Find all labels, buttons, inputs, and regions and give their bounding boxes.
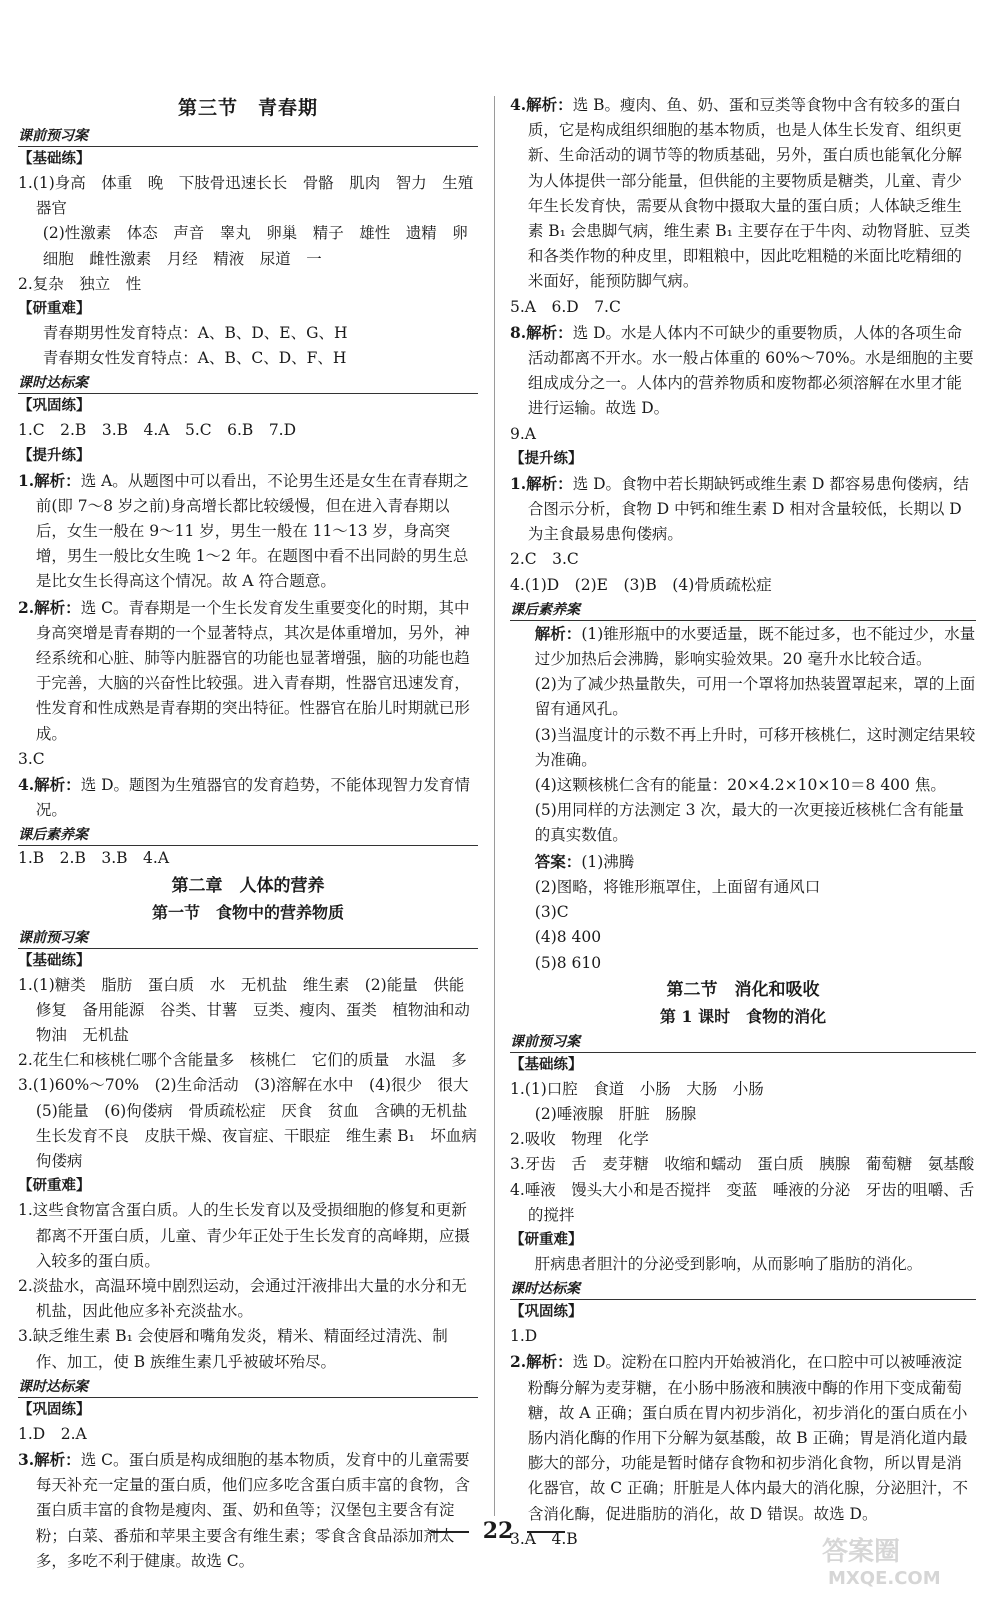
watermark-line2: MXQE.COM xyxy=(828,1568,941,1589)
line-text: (4)这颗核桃仁含有的能量：20×4.2×10×10＝8 400 焦。 xyxy=(534,776,946,795)
analysis-label: 2.解析： xyxy=(18,597,81,617)
line-text: (3)C xyxy=(534,903,569,922)
line-text: 1.C 2.B 3.B 4.A 5.C 6.B 7.D xyxy=(18,421,297,440)
banner-label: 课前预习案 xyxy=(18,128,94,144)
left-column xyxy=(18,92,493,1574)
section-heading xyxy=(18,92,478,124)
answer-line xyxy=(18,772,478,823)
line-text: 【提升练】 xyxy=(510,450,583,467)
line-text: 青春期男性发育特点：A、B、D、E、G、H xyxy=(42,324,348,343)
answer-line xyxy=(510,875,976,900)
answer-line xyxy=(510,320,976,422)
line-text: 选 A。从题图中可以看出，不论男生还是女生在青春期之前(即 7～8 岁之前)身高增长都比较缓慢，但在进入青春期以后，女生一般在 9～11 岁，男生一般在 11～13 岁，身高突增，男生一般比女生晚 1～2 年。在题图中看不出同龄的男生总是比女生长得高这个情况。故 A 符合题意。 xyxy=(35,471,469,591)
exercise-tag xyxy=(18,1398,478,1422)
answer-line xyxy=(510,92,976,295)
column-divider xyxy=(494,96,495,1516)
line-text: 【研重难】 xyxy=(18,1178,91,1195)
exercise-tag xyxy=(510,1300,976,1324)
answer-line xyxy=(18,272,478,297)
line-text: 第二节 消化和吸收 xyxy=(666,979,820,1000)
answer-line xyxy=(18,346,478,371)
subsection-heading xyxy=(510,1004,976,1030)
chapter-heading xyxy=(18,872,478,900)
line-text: 2.C 3.C xyxy=(510,550,579,569)
banner-label: 课时达标案 xyxy=(18,1379,94,1395)
line-text: 第一节 食物中的营养物质 xyxy=(151,902,344,922)
answer-line xyxy=(510,723,976,773)
answer-line xyxy=(18,418,478,443)
section-banner xyxy=(18,126,478,147)
line-text: 【基础练】 xyxy=(18,952,91,969)
answer-line xyxy=(18,171,478,221)
line-text: 肝病患者胆汁的分泌受到影响，从而影响了脂肪的消化。 xyxy=(534,1254,923,1273)
line-text: (5)8 610 xyxy=(534,953,602,972)
answer-line xyxy=(18,595,478,747)
line-text: 5.A 6.D 7.C xyxy=(510,297,621,316)
banner-label: 课时达标案 xyxy=(510,1281,586,1297)
analysis-label: 3.解析： xyxy=(18,1449,81,1469)
section-banner xyxy=(510,1032,976,1053)
watermark-line1: 答案圈 xyxy=(822,1537,901,1567)
line-text: (2)为了减少热量散失，可用一个罩将加热装置罩起来，罩的上面留有通风孔。 xyxy=(534,675,976,719)
answer-line xyxy=(510,1127,976,1152)
line-text: 【提升练】 xyxy=(18,447,91,464)
banner-label: 课后素养案 xyxy=(18,827,94,843)
answer-line xyxy=(510,1324,976,1349)
line-text: 【研重难】 xyxy=(18,301,91,318)
line-text: 选 C。蛋白质是构成细胞的基本物质，发育中的儿童需要每天补充一定量的蛋白质，他们应多吃含蛋白质丰富的食物，含蛋白质丰富的食物是瘦肉、蛋、奶和鱼等；汉堡包主要含有淀粉；白菜、番茄和苹果主要含有维生素；零食含食品添加剂太多，多吃不利于健康。故选 C。 xyxy=(35,1450,470,1570)
line-text: 第 1 课时 食物的消化 xyxy=(659,1006,827,1026)
subsection-heading xyxy=(18,900,478,926)
line-text: 青春期女性发育特点：A、B、C、D、F、H xyxy=(42,349,347,368)
line-text: 3.缺乏维生素 B₁ 会使唇和嘴角发炎，精米、精面经过清洗、制作、加工，使 B 族维生素几乎被破坏殆尽。 xyxy=(18,1327,448,1371)
section-banner xyxy=(510,600,976,621)
line-text: 1.B 2.B 3.B 4.A xyxy=(18,849,170,868)
answer-line xyxy=(18,321,478,346)
answer-line xyxy=(18,747,478,772)
line-text: 1.这些食物富含蛋白质。人的生长发育以及受损细胞的修复和更新都离不开蛋白质，儿童、青少年正处于生长发育的高峰期，应摄入较多的蛋白质。 xyxy=(18,1201,470,1270)
answer-line xyxy=(18,221,478,271)
line-text: (5)用同样的方法测定 3 次，最大的一次更接近核桃仁含有能量的真实数值。 xyxy=(534,801,964,845)
line-text: 2.花生仁和核桃仁哪个含能量多 核桃仁 它们的质量 水温 多 xyxy=(18,1051,467,1070)
line-text: 【巩固练】 xyxy=(18,398,91,415)
line-text: 【基础练】 xyxy=(18,151,91,167)
line-text: (1)锥形瓶中的水要适量，既不能过多，也不能过少，水量过少加热后会沸腾，影响实验效果。20 毫升水比较合适。 xyxy=(534,624,976,669)
right-column xyxy=(510,92,976,1552)
line-text: (2)性激素 体态 声音 睾丸 卵巢 精子 雄性 遗精 卵细胞 雌性激素 月经 精液 尿道 一 xyxy=(42,224,468,268)
answer-line xyxy=(510,1077,976,1102)
line-text: 【巩固练】 xyxy=(18,1401,91,1418)
answer-line xyxy=(18,1198,478,1274)
banner-label: 课时达标案 xyxy=(18,375,94,391)
line-text: 选 B。瘦肉、鱼、奶、蛋和豆类等食物中含有较多的蛋白质，它是构成组织细胞的基本物质，也是人体生长发育、组织更新、生命活动的调节等的物质基础，另外，蛋白质也能氧化分解为人体提供一部分能量，但供能的主要物质是糖类，儿童、青少年生长发育快，需要从食物中摄取大量的蛋白质；人体缺乏维生素 B₁ 会患脚气病，维生素 B₁ 主要存在于牛肉、动物肾脏、豆类和各类作物的种皮里，即粗粮中，因此吃粗糙的米面比吃精细的米面好，能预防脚气病。 xyxy=(527,96,971,291)
exercise-tag xyxy=(510,1228,976,1252)
answer-line xyxy=(18,973,478,1049)
banner-label: 课前预习案 xyxy=(510,1034,586,1050)
line-text: 1.D xyxy=(510,1327,538,1346)
exercise-tag xyxy=(18,297,478,321)
answer-line xyxy=(510,573,976,598)
answer-line xyxy=(510,422,976,447)
answer-line xyxy=(18,1447,478,1574)
line-text: (3)当温度计的示数不再上升时，可移开核桃仁，这时测定结果较为准确。 xyxy=(534,725,976,769)
answer-line xyxy=(18,1274,478,1324)
answer-line xyxy=(510,1178,976,1228)
answer-line xyxy=(510,925,976,950)
line-text: (4)8 400 xyxy=(534,928,602,947)
section-banner xyxy=(510,1279,976,1300)
answer-line xyxy=(510,471,976,548)
line-text: 9.A xyxy=(510,424,536,443)
analysis-label: 答案： xyxy=(534,851,582,871)
watermark-logo xyxy=(816,1530,966,1590)
line-text: (2)图略，将锥形瓶罩住，上面留有通风口 xyxy=(534,877,821,896)
answer-line xyxy=(510,951,976,976)
line-text: 【研重难】 xyxy=(510,1231,583,1248)
analysis-label: 1.解析： xyxy=(18,470,81,490)
line-text: (2)唾液腺 肝脏 肠腺 xyxy=(534,1104,697,1123)
answer-line xyxy=(18,1324,478,1374)
line-text: 选 D。水是人体内不可缺少的重要物质，人体的各项生命活动都离不开水。水一般占体重的 60%～70%。水是细胞的主要组成成分之一。人体内的营养物质和废物都必须溶解在水里才能进行运输。故选 D。 xyxy=(527,323,974,418)
answer-line xyxy=(510,900,976,925)
line-text: 1.(1)口腔 食道 小肠 大肠 小肠 xyxy=(510,1079,764,1098)
line-text: 3.C xyxy=(18,749,45,768)
line-text: 2.淡盐水，高温环境中剧烈运动，会通过汗液排出大量的水分和无机盐，因此他应多补充淡盐水。 xyxy=(18,1276,467,1321)
answer-line xyxy=(510,773,976,798)
line-text: 第三节 青春期 xyxy=(177,97,318,119)
answer-line xyxy=(510,849,976,875)
line-text: 选 D。食物中若长期缺钙或维生素 D 都容易患佝偻病，结合图示分析，食物 D 中钙和维生素 D 相对含量较低，长期以 D 为主食最易患佝偻病。 xyxy=(527,474,969,544)
answer-line xyxy=(18,1073,493,1174)
answer-line xyxy=(510,1152,976,1177)
section-banner xyxy=(18,373,478,394)
line-text: 选 D。题图为生殖器官的发育趋势，不能体现智力发育情况。 xyxy=(35,776,471,820)
line-text: (1)沸腾 xyxy=(581,852,635,871)
section-banner xyxy=(18,825,478,846)
line-text: 选 C。青春期是一个生长发育发生重要变化的时期，其中身高突增是青春期的一个显著特点，其次是体重增加，另外，神经系统和心脏、肺等内脏器官的功能也显著增强，脑的功能也趋于完善，大脑的兴奋性比较强。进入青春期，性器官迅速发育，性发育和性成熟是青春期的突出特征。性器官在胎儿时期就已形成。 xyxy=(35,598,470,743)
answer-line xyxy=(510,1102,976,1127)
analysis-label: 4.解析： xyxy=(18,775,81,795)
analysis-label: 1.解析： xyxy=(510,473,573,493)
line-text: 2.复杂 独立 性 xyxy=(18,274,142,293)
exercise-tag xyxy=(18,1174,478,1198)
chapter-heading xyxy=(510,976,976,1004)
line-text: 第二章 人体的营养 xyxy=(171,875,325,896)
answer-line xyxy=(510,295,976,320)
banner-label: 课后素养案 xyxy=(510,602,586,618)
line-text: 选 D。淀粉在口腔内开始被消化，在口腔中可以被唾液淀粉酶分解为麦芽糖，在小肠中肠液和胰液中酶的作用下变成葡萄糖，故 A 正确；蛋白质在胃内初步消化，初步消化的蛋白质在小肠内消化酶的作用下分解为氨基酸，故 B 正确；胃是消化道内最膨大的部分，功能是暂时储存食物和初步消化食物，所以胃是消化器官，故 C 正确；肝脏是人体内最大的消化腺，分泌胆汁，不含消化酶，促进脂肪的消化，故 D 错误。故选 D。 xyxy=(527,1353,969,1523)
answer-line xyxy=(510,1349,976,1526)
line-text: 1.(1)身高 体重 晚 下肢骨迅速长长 骨骼 肌肉 智力 生殖器官 xyxy=(18,174,474,218)
answer-line xyxy=(510,798,976,848)
line-text: 【基础练】 xyxy=(510,1056,583,1073)
line-text: 3.A 4.B xyxy=(510,1529,578,1548)
answer-line xyxy=(510,547,976,572)
answer-line xyxy=(18,846,478,871)
answer-line xyxy=(18,1422,478,1447)
banner-label: 课前预习案 xyxy=(18,930,94,946)
page-number: 22 xyxy=(482,1518,514,1544)
analysis-label: 8.解析： xyxy=(510,322,573,342)
line-text: 1.(1)糖类 脂肪 蛋白质 水 无机盐 维生素 (2)能量 供能 修复 备用能源 谷类、甘薯 豆类、瘦肉、蛋类 植物油和动物油 无机盐 xyxy=(18,975,480,1045)
section-banner xyxy=(18,1377,478,1398)
line-text: 4.唾液 馒头大小和是否搅拌 变蓝 唾液的分泌 牙齿的咀嚼、舌的搅拌 xyxy=(510,1180,975,1224)
line-text: 2.吸收 物理 化学 xyxy=(510,1130,649,1149)
exercise-tag xyxy=(18,394,478,418)
line-text: 3.牙齿 舌 麦芽糖 收缩和蠕动 蛋白质 胰腺 葡萄糖 氨基酸 xyxy=(510,1155,975,1174)
answer-line xyxy=(510,672,976,722)
exercise-tag xyxy=(18,444,478,468)
analysis-label: 2.解析： xyxy=(510,1352,573,1372)
line-text: 1.D 2.A xyxy=(18,1424,87,1443)
exercise-tag xyxy=(18,147,478,171)
answer-line xyxy=(510,621,976,672)
exercise-tag xyxy=(18,949,478,973)
answer-line xyxy=(510,1252,976,1277)
exercise-tag xyxy=(510,447,976,471)
line-text: 【巩固练】 xyxy=(510,1304,583,1321)
analysis-label: 4.解析： xyxy=(510,95,573,114)
exercise-tag xyxy=(510,1053,976,1077)
section-banner xyxy=(18,928,478,949)
analysis-label: 解析： xyxy=(534,623,582,643)
answer-line xyxy=(18,1048,478,1073)
line-text: 4.(1)D (2)E (3)B (4)骨质疏松症 xyxy=(510,575,772,594)
answer-line xyxy=(18,468,478,595)
line-text: 3.(1)60%～70% (2)生命活动 (3)溶解在水中 (4)很少 很大 (5)能量 (6)佝偻病 骨质疏松症 厌食 贫血 含碘的无机盐 生长发育不良 皮肤干燥、夜盲症、干眼症 维生素 B₁ 坏血病 佝偻病 xyxy=(18,1076,493,1171)
